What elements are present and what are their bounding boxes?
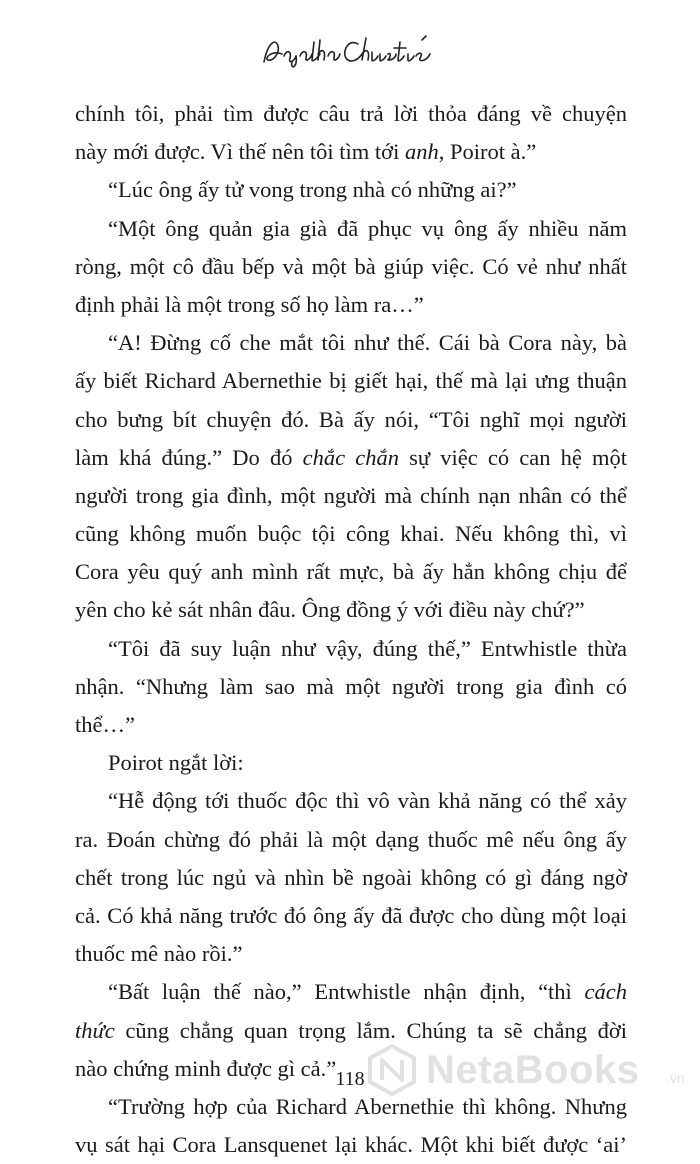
- text-line: “Trường hợp của Richard Abernethie thì không. Nhưng: [108, 1093, 627, 1119]
- text-line: chính tôi, phải tìm được câu trả lời thỏa đáng về chuyện: [75, 101, 627, 126]
- text-line: cả. Có khả năng trước đó ông ấy đã được cho dùng một loại: [75, 902, 627, 928]
- text-line: nhận. “Nhưng làm sao mà một người trong gia đình có: [75, 673, 627, 699]
- text-line: cũng không muốn buộc tội công khai. Nếu không thì, vì: [75, 521, 627, 547]
- text-line: này mới được. Vì thế nên tôi tìm tới anh, Poirot à.”: [75, 139, 537, 165]
- page-number: 118: [335, 1068, 365, 1090]
- text-line: ấy biết Richard Abernethie bị giết hại, thế mà lại ưng thuận: [75, 368, 627, 394]
- text-line: yên cho kẻ sát nhân đâu. Ông đồng ý với điều này chứ?”: [75, 597, 585, 623]
- watermark-brand: NetaBooks: [426, 1048, 640, 1092]
- text-line: làm khá đúng.” Do đó chắc chắn sự việc có can hệ một: [75, 444, 627, 470]
- text-line: Cora yêu quý anh mình rất mực, bà ấy hẳn không chịu để: [75, 559, 627, 585]
- watermark-suffix: .vn: [666, 1070, 685, 1086]
- text-line: vụ sát hại Cora Lansquenet lại khác. Một khi biết được ‘ai’: [75, 1132, 627, 1158]
- text-line: cho bưng bít chuyện đó. Bà ấy nói, “Tôi nghĩ mọi người: [75, 406, 627, 432]
- text-line: ra. Đoán chừng đó phải là một dạng thuốc mê nếu ông ấy: [75, 826, 627, 852]
- text-line: “A! Đừng cố che mắt tôi như thế. Cái bà Cora này, bà: [108, 330, 627, 356]
- text-line: “Hễ động tới thuốc độc thì vô vàn khả năng có thể xảy: [108, 788, 627, 814]
- watermark: [366, 1030, 696, 1110]
- netabooks-logo-icon: [366, 1044, 418, 1096]
- text-line: người trong gia đình, một người mà chính nạn nhân có thể: [75, 482, 627, 508]
- text-line: ròng, một cô đầu bếp và một bà giúp việc. Có vẻ như nhất: [75, 253, 627, 279]
- text-line: “Tôi đã suy luận như vậy, đúng thế,” Entwhistle thừa: [108, 635, 627, 661]
- signature-icon: [250, 32, 450, 72]
- text-line: Poirot ngắt lời:: [108, 750, 244, 776]
- page-body-text: [75, 95, 627, 1164]
- text-line: thuốc mê nào rồi.”: [75, 941, 243, 967]
- author-signature: [0, 32, 700, 72]
- text-line: “Lúc ông ấy tử vong trong nhà có những ai?”: [108, 177, 517, 203]
- text-line: thể…”: [75, 712, 135, 737]
- text-line: “Bất luận thế nào,” Entwhistle nhận định, “thì cách: [108, 979, 627, 1005]
- text-line: “Một ông quản gia già đã phục vụ ông ấy nhiều năm: [108, 215, 627, 241]
- text-line: định phải là một trong số họ làm ra…”: [75, 291, 424, 317]
- text-line: nào chứng minh được gì cả.”: [75, 1055, 337, 1081]
- text-line: chết trong lúc ngủ và nhìn bề ngoài không có gì đáng ngờ: [75, 864, 627, 890]
- text-line: thức cũng chẳng quan trọng lắm. Chúng ta sẽ chẳng đời: [75, 1017, 627, 1043]
